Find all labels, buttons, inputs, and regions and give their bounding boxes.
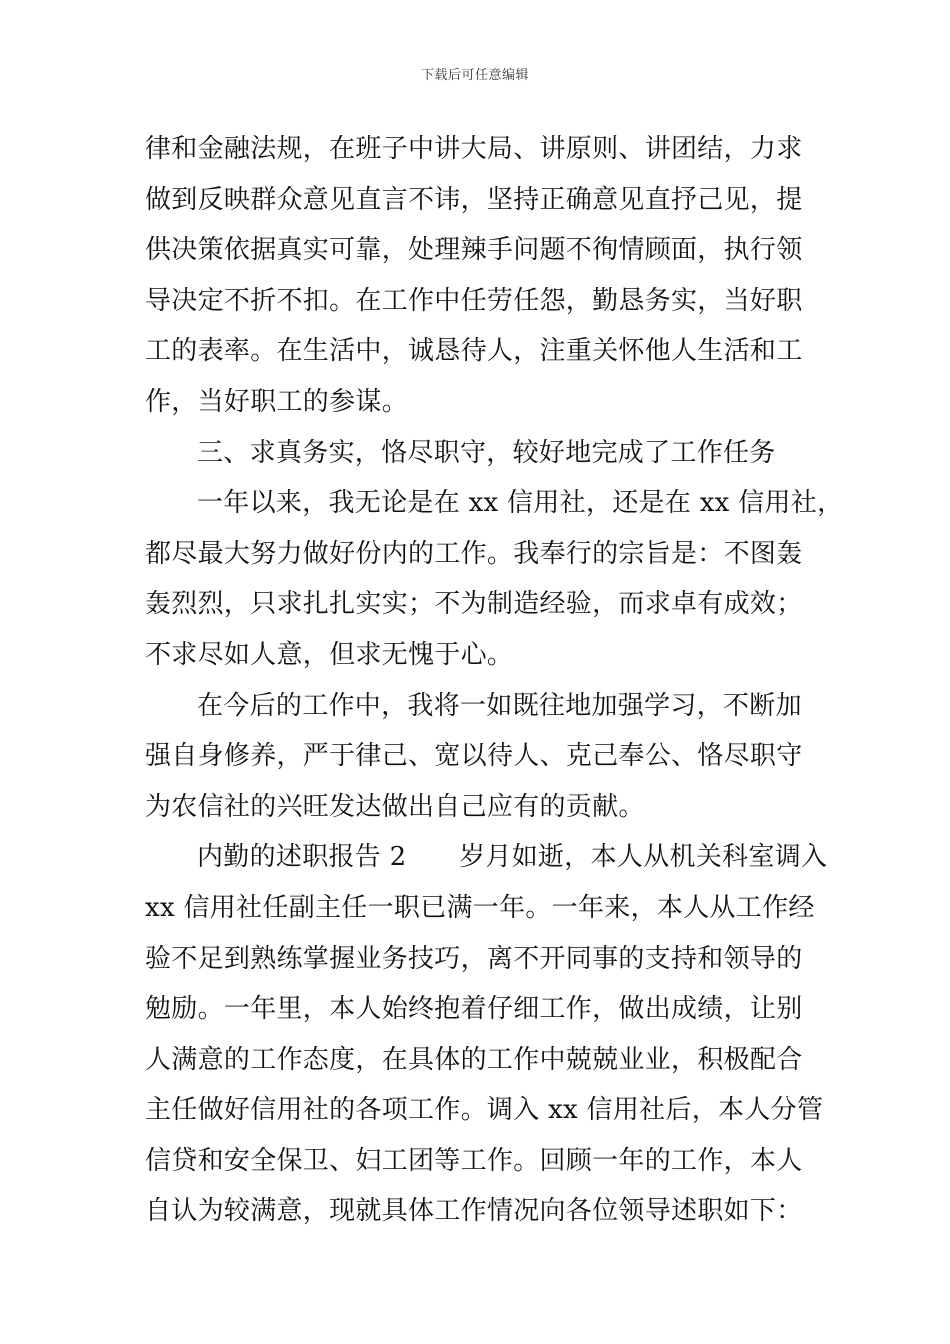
text-line: 工的表率。在生活中，诚恳待人，注重关怀他人生活和工	[145, 336, 803, 367]
text-line: 人满意的工作态度，在具体的工作中兢兢业业，积极配合	[145, 1044, 803, 1075]
text-line: 为农信社的兴旺发达做出自己应有的贡献。	[145, 791, 645, 822]
text-line: 不求尽如人意，但求无愧于心。	[145, 639, 514, 670]
document-body	[145, 124, 844, 1237]
text-line: 勉励。一年里，本人始终抱着仔细工作，做出成绩，让别	[145, 994, 803, 1025]
text-line: 律和金融法规，在班子中讲大局、讲原则、讲团结，力求	[145, 134, 803, 164]
text-line: 供决策依据真实可靠，处理辣手问题不徇情顾面，执行领	[145, 235, 803, 266]
text-line: 验不足到熟练掌握业务技巧，离不开同事的支持和领导的	[145, 943, 803, 974]
text-line: 导决定不折不扣。在工作中任劳任怨，勤恳务实，当好职	[145, 285, 803, 316]
text-line: 自认为较满意，现就具体工作情况向各位领导述职如下：	[145, 1196, 803, 1227]
text-line: 轰烈烈，只求扎扎实实；不为制造经验，而求卓有成效；	[145, 589, 803, 620]
text-line: 做到反映群众意见直言不讳，坚持正确意见直抒己见，提	[145, 184, 803, 215]
section-heading: 三、求真务实，恪尽职守，较好地完成了工作任务	[197, 437, 776, 468]
text-line: 都尽最大努力做好份内的工作。我奉行的宗旨是：不图轰	[145, 538, 803, 569]
paragraph-start: 在今后的工作中，我将一如既往地加强学习，不断加	[197, 690, 802, 721]
text-line: 信贷和安全保卫、妇工团等工作。回顾一年的工作，本人	[145, 1145, 803, 1176]
paragraph-start: 内勤的述职报告 2 岁月如逝，本人从机关科室调入	[197, 842, 828, 873]
text-line: 主任做好信用社的各项工作。调入 xx 信用社后，本人分管	[145, 1095, 824, 1126]
text-line: xx 信用社任副主任一职已满一年。一年来，本人从工作经	[145, 892, 815, 923]
page-header: 下载后可任意编辑	[420, 68, 529, 83]
text-line: 作，当好职工的参谋。	[145, 386, 409, 417]
text-line: 强自身修养，严于律己、宽以待人、克己奉公、恪尽职守	[145, 741, 803, 772]
paragraph-start: 一年以来，我无论是在 xx 信用社，还是在 xx 信用社，	[197, 488, 844, 519]
